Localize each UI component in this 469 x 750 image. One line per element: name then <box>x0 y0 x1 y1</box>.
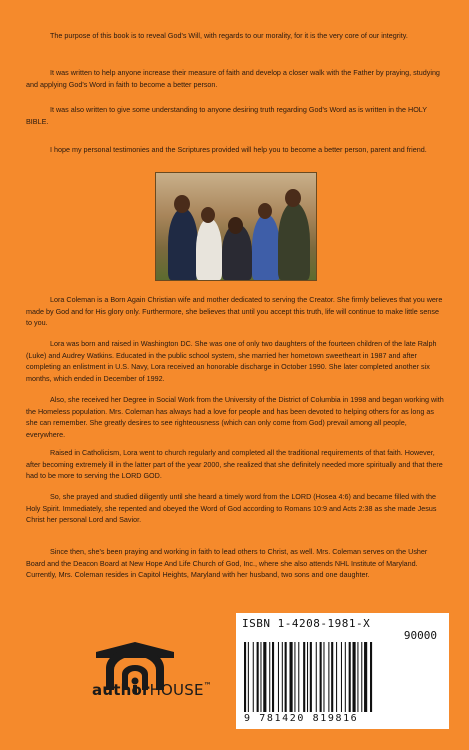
isbn-barcode <box>236 613 449 729</box>
intro-paragraph-1: The purpose of this book is to reveal God's Will, with regards to our morality, for it is the very core of our integrity. <box>50 31 408 40</box>
bio-paragraph-3: Also, she received her Degree in Social Work from the University of the District of Columbia in 1998 and began working with the Homeless population. Mrs. Coleman has always had a love for people and has been devoted to helping others for as long as she can remember. She greatly desires to see righteousness (which can only come from God) prevail among all people, everywhere. <box>26 395 444 439</box>
family-photo <box>155 172 317 281</box>
bio-paragraph-1: Lora Coleman is a Born Again Christian wife and mother dedicated to serving the Creator. She firmly believes that you were made by God and for His glory only. Furthermore, she believes that until you accept this truth, life will continue to make little sense to you. <box>26 295 443 328</box>
ean-digits: 9 781420 819816 <box>244 713 359 724</box>
bio-paragraph-4: Raised in Catholicism, Lora went to church regularly and completed all the traditional requirements of that faith. However, after becoming extremely ill in the latter part of the year 2000, she realized that she definitely needed more spiritually and that there had to be more to serving the LORD GOD. <box>26 448 443 481</box>
intro-paragraph-3: It was also written to give some understanding to anyone desiring truth regarding God's Word as is written in the HOLY BIBLE. <box>26 105 427 126</box>
bio-paragraph-6: Since then, she's been praying and working in faith to lead others to Christ, as well. Mrs. Coleman serves on the Usher Board and the Deacon Board at New Hope And Life Church of God, Inc., where she also attends NHL Institute of Maryland. Currently, Mrs. Coleman resides in Capitol Heights, Maryland with her husband, two sons and one daughter. <box>26 547 428 580</box>
price-code: 90000 <box>403 629 437 642</box>
isbn-number: ISBN 1-4208-1981-X <box>242 617 371 630</box>
barcode-bars <box>244 642 444 712</box>
authorhouse-logo-icon <box>90 622 180 722</box>
intro-paragraph-4: I hope my personal testimonies and the Scriptures provided will help you to become a better person, parent and friend. <box>50 145 427 154</box>
publisher-wordmark: authorHOUSE™ <box>92 681 212 699</box>
bio-paragraph-5: So, she prayed and studied diligently until she heard a timely word from the LORD (Hosea 4:6) and became filled with the Holy Spirit. Immediately, she repented and obeyed the Word of God according to Romans 10:9 and Acts 2:38 as she made Jesus Christ her personal Lord and Savior. <box>26 492 437 525</box>
bio-paragraph-2: Lora was born and raised in Washington DC. She was one of only two daughters of the fourteen children of the late Ralph (Luke) and Audrey Watkins. Educated in the public school system, she married her hometown sweetheart in 1987 and after completing an enlistment in U.S. Navy, Lora received an honorable discharge in October 1990. She later completed another six months, which ended in December of 1992. <box>26 339 437 383</box>
intro-paragraph-2: It was written to help anyone increase their measure of faith and develop a closer walk with the Father by praying, studying and applying God's Word in faith to become a better person. <box>26 68 440 89</box>
